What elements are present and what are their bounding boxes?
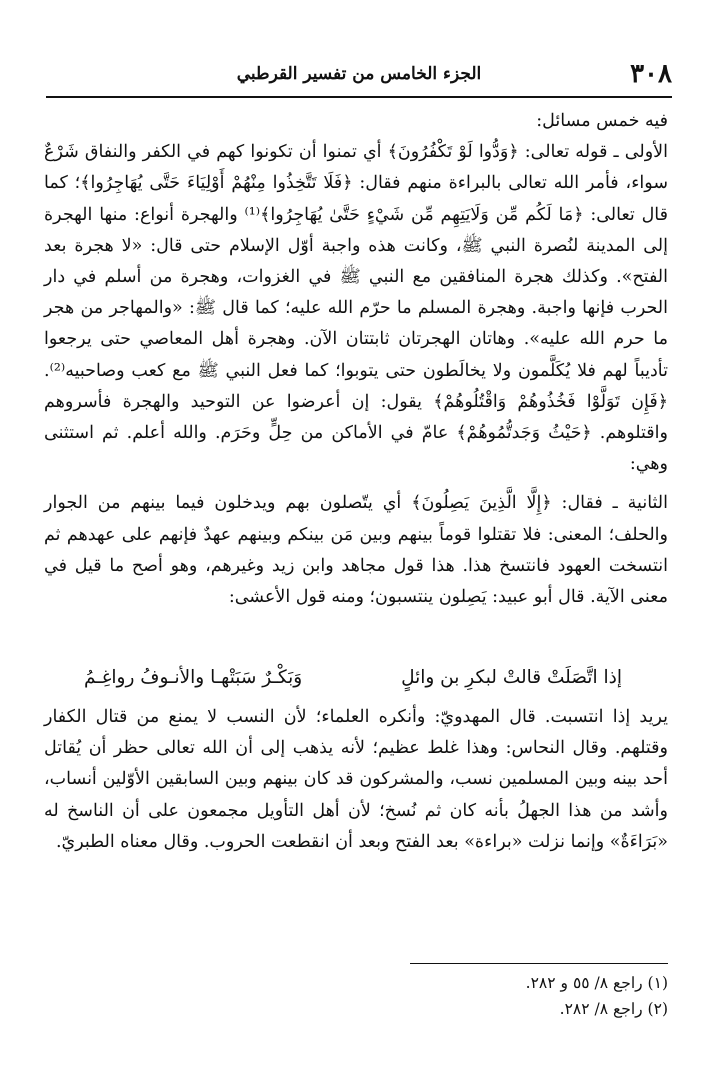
paragraph-continuation: يريد إذا انتسبت. قال المهدويّ: وأنكره العلماء؛ لأن النسب لا يمنع من قتال الكفار وقتلهم. وقال النحاس: وهذا غلط عظيم؛ لأنه يذهب إلى أن الله تعالى حظر أن يُقاتل أحد بينه وبين المسلمين نسب، والمشركون قد كان بينهم وبين السابقين الأوّلين أنساب، وأشد من هذا الجهلُ بأنه كان ثم نُسخ؛ لأن أهل التأويل مجمعون على أن الناسخ له «بَرَاءَةٌ» وإنما نزلت «براءة» بعد الفتح وبعد أن انقطعت الحروب. وقال معناه الطبريّ. bbox=[44, 707, 668, 852]
body-text bbox=[44, 106, 668, 613]
poetry-verse bbox=[84, 660, 622, 696]
running-title: الجزء الخامس من تفسير القرطبي bbox=[236, 64, 482, 84]
footnote-divider bbox=[410, 963, 668, 964]
body-text-continued bbox=[44, 702, 668, 858]
paragraph-first-issue: الأولى ـ قوله تعالى: ﴿وَدُّوا لَوْ تَكْفُرُونَ﴾ أي تمنوا أن تكونوا كهم في الكفر والنفاق شَرْعٌ سواء، فأمر الله تعالى بالبراءة منهم فقال: ﴿فَلَا تَتَّخِذُوا مِنْهُمْ أَوْلِيَاءَ حَتَّى يُهَاجِرُوا﴾؛ كما قال تعالى: ﴿مَا لَكُم مِّن وَلَايَتِهِم مِّن شَيْءٍ حَتَّىٰ يُهَاجِرُوا﴾⁽¹⁾ والهجرة أنواع: منها الهجرة إلى المدينة لنُصرة النبي ﷺ، وكانت هذه واجبة أوّل الإسلام حتى قال: «لا هجرة بعد الفتح». وكذلك هجرة المنافقين مع النبي ﷺ في الغزوات، وهجرة من أسلم في دار الحرب فإنها واجبة. وهجرة المسلم ما حرّم الله عليه؛ كما قال ﷺ: «والمهاجر من هجر ما حرم الله عليه». وهاتان الهجرتان ثابتتان الآن. وهجرة أهل المعاصي حتى يرجعوا تأديباً لهم فلا يُكَلَّمون ولا يخالَطون حتى يتوبوا؛ كما فعل النبي ﷺ مع كعب وصاحبيه⁽²⁾. ﴿فَإِن تَوَلَّوْا فَخُذُوهُمْ وَاقْتُلُوهُمْ﴾ يقول: إن أعرضوا عن التوحيد والهجرة فأسروهم واقتلوهم. ﴿حَيْثُ وَجَدتُّمُوهُمْ﴾ عامّ في الأماكن من حِلٍّ وحَرَم. والله أعلم. ثم استثنى وهي: bbox=[44, 142, 668, 475]
paragraph-second-issue: الثانية ـ فقال: ﴿إِلَّا الَّذِينَ يَصِلُونَ﴾ أي يتّصلون بهم ويدخلون فيما بينهم من الجوار والحلف؛ المعنى: فلا تقتلوا قوماً بينهم وبين مَن بينكم وبينهم عهدٌ فإنهم على عهدهم ثم انتسخت العهود فانتسخ هذا. هذا قول مجاهد وابن زيد وغيرهم، وهو أصح ما قيل في معنى الآية. قال أبو عبيد: يَصِلون ينتسبون؛ ومنه قول الأعشى: bbox=[44, 493, 668, 608]
footnote-2: (٢) راجع ٨/ ٢٨٢. bbox=[559, 1000, 668, 1018]
page-header bbox=[46, 58, 672, 98]
verse-first-hemistich: إذا اتَّصَلَتْ قالتْ لبكرِ بن وائلٍ bbox=[401, 667, 622, 688]
footnote-1: (١) راجع ٨/ ٥٥ و ٢٨٢. bbox=[525, 974, 668, 992]
footnotes bbox=[260, 970, 668, 1022]
header-divider bbox=[46, 96, 672, 98]
intro-line: فيه خمس مسائل: bbox=[536, 111, 668, 131]
verse-second-hemistich: وَبَكْـرٌ سَبَتْهـا والأنـوفُ رواغِـمُ bbox=[84, 667, 303, 688]
page-number: ٣٠٨ bbox=[630, 59, 672, 89]
